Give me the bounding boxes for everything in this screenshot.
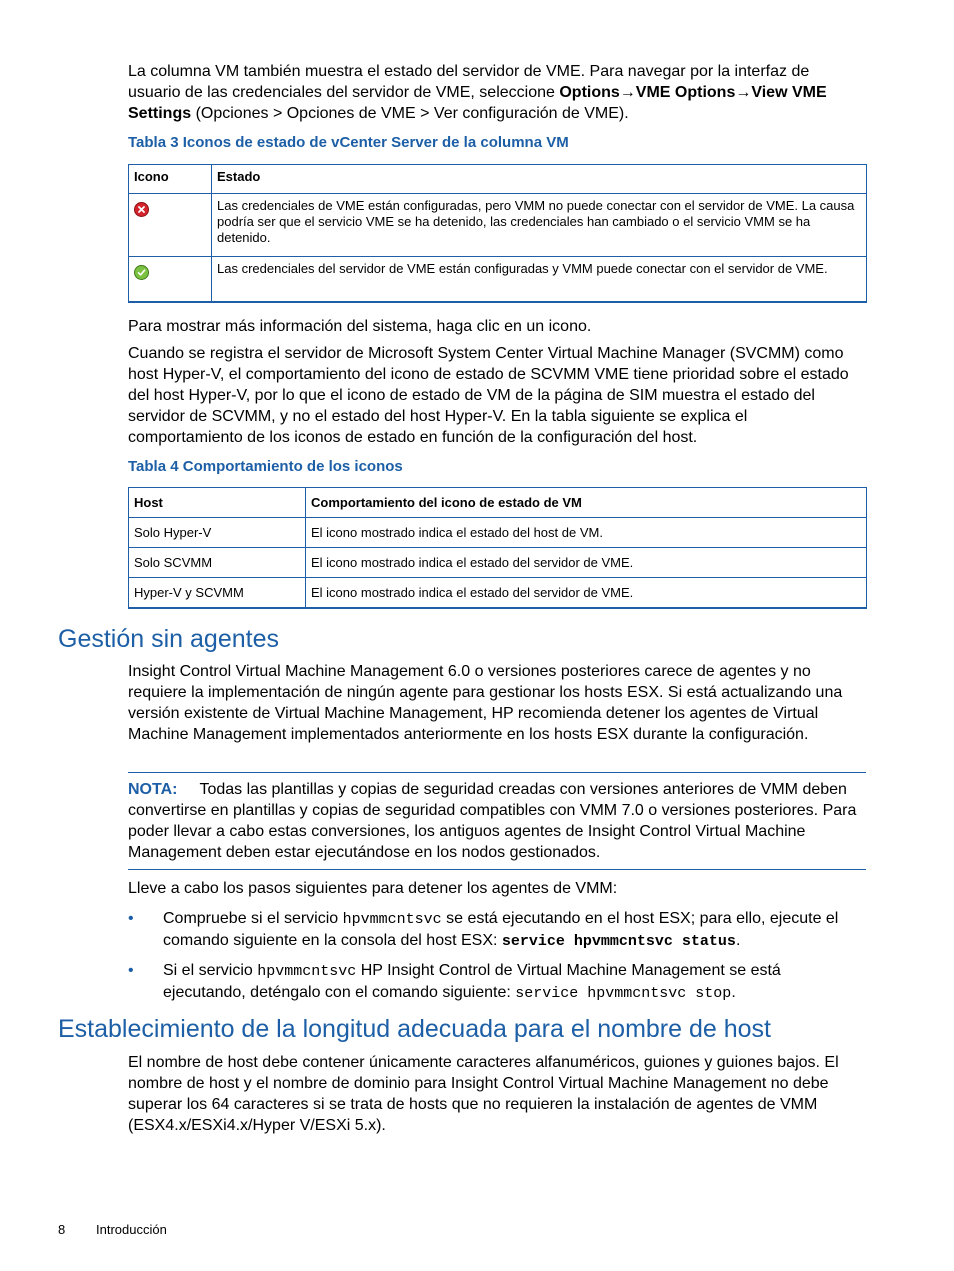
steps-list-wrapper <box>128 908 866 1012</box>
page-number: 8 <box>58 1222 66 1237</box>
svcmm-text: Cuando se registra el servidor de Microsoft System Center Virtual Machine Manager (SVCMM) como host Hyper-V, el comportamiento del icono de estado de SCVMM VME tiene prioridad sobre el estado del host Hyper-V, por lo que el icono de estado de VM de la página de SIM muestra el estado del servidor de SCVMM, y no el estado del host Hyper-V. En la tabla siguiente se explica el comportamiento de los iconos de estado en función de la configuración del host. <box>128 345 849 446</box>
bullet-icon: • <box>128 962 134 979</box>
menu-options: Options <box>559 84 620 101</box>
section2-paragraph <box>128 1052 866 1136</box>
icon-cell <box>129 194 212 257</box>
column-header-estado: Estado <box>212 165 867 194</box>
note-label: NOTA: <box>128 781 178 798</box>
section-heading-hostname: Establecimiento de la longitud adecuada para el nombre de host <box>58 1015 771 1043</box>
table-row <box>129 257 867 303</box>
menu-view-settings: View VME Settings <box>128 84 827 122</box>
section1-text: Insight Control Virtual Machine Management 6.0 o versiones posteriores carece de agentes y no requiere la implementación de ningún agente para gestionar los hosts ESX. Si está actualizando una versión existente de Virtual Machine Management, HP recomienda detener los agentes de Virtual Machine Management implementados anteriormente en los hosts ESX durante la configuración. <box>128 663 843 743</box>
error-status-icon <box>134 202 149 217</box>
svcmm-paragraph <box>128 343 866 448</box>
estado-cell: Las credenciales de VME están configuradas, pero VMM no puede conectar con el servidor de VME. La causa podría ser que el servicio VME se ha detenido, las credenciales han cambiado o el servicio VMM se ha detenido. <box>212 194 867 257</box>
table-header-row <box>129 488 867 518</box>
column-header-icono: Icono <box>129 165 212 194</box>
table4-wrapper <box>128 487 866 609</box>
column-header-comportamiento: Comportamiento del icono de estado de VM <box>306 488 867 518</box>
status-command-code: service hpvmmcntsvc status <box>501 933 736 950</box>
column-header-host: Host <box>129 488 306 518</box>
bullet1-text-b: se está ejecutando en el host ESX; para ello, ejecute el comando siguiente en la consola del host ESX: <box>163 910 839 949</box>
note-text: Todas las plantillas y copias de seguridad creadas con versiones anteriores de VMM deben convertirse en plantillas y copias de seguridad compatibles con VMM 7.0 o versiones posteriores. Para poder llevar a cabo estas conversiones, los antiguos agentes de Insight Control Virtual Machine Management deben estar ejecutándose en los nodos gestionados. <box>128 781 857 861</box>
table4-caption: Tabla 4 Comportamiento de los iconos <box>128 458 403 475</box>
table-row <box>129 578 867 609</box>
icon-cell <box>129 257 212 303</box>
intro-text-1: La columna VM también muestra el estado del servidor de VME. Para navegar por la interfaz de usuario de las credenciales del servidor de VME, seleccione <box>128 63 810 101</box>
steps-intro-text: Lleve a cabo los pasos siguientes para detener los agentes de VMM: <box>128 880 618 897</box>
table3-wrapper <box>128 164 866 303</box>
info-text: Para mostrar más información del sistema, haga clic en un icono. <box>128 318 592 335</box>
table-row <box>129 548 867 578</box>
service-name-code: hpvmmcntsvc <box>342 911 442 928</box>
service-name-code: hpvmmcntsvc <box>257 963 357 980</box>
host-cell: Hyper-V y SCVMM <box>129 578 306 609</box>
section2-text: El nombre de host debe contener únicamente caracteres alfanuméricos, guiones y guiones bajos. El nombre de host y el nombre de dominio para Insight Control Virtual Machine Management no debe superar los 64 caracteres si se trata de hosts que no requieren la instalación de agentes de VMM (ESX4.x/ESXi4.x/Hyper V/ESXi 5.x). <box>128 1054 839 1134</box>
ok-status-icon <box>134 265 149 280</box>
menu-vme-options: VME Options <box>635 84 736 101</box>
page-footer <box>58 1222 167 1237</box>
table3-caption: Tabla 3 Iconos de estado de vCenter Server de la columna VM <box>128 134 569 151</box>
stop-command-code: service hpvmmcntsvc stop <box>515 985 732 1002</box>
steps-list <box>128 908 866 1004</box>
behavior-cell: El icono mostrado indica el estado del servidor de VME. <box>306 548 867 578</box>
list-item <box>128 960 866 1004</box>
bullet1-text-a: Compruebe si el servicio <box>163 910 343 927</box>
bullet2-text-c: . <box>731 984 736 1001</box>
host-cell: Solo Hyper-V <box>129 518 306 548</box>
table3 <box>128 164 867 303</box>
behavior-cell: El icono mostrado indica el estado del host de VM. <box>306 518 867 548</box>
bullet-icon: • <box>128 910 134 927</box>
footer-section: Introducción <box>96 1222 167 1237</box>
menu-arrow: → <box>735 84 752 101</box>
bullet1-text-c: . <box>735 932 741 949</box>
section-heading-gestion: Gestión sin agentes <box>58 625 279 653</box>
note-box <box>128 772 866 870</box>
section1-paragraph <box>128 661 866 745</box>
bullet2-text-a: Si el servicio <box>163 962 258 979</box>
steps-intro <box>128 878 866 899</box>
estado-cell: Las credenciales del servidor de VME están configuradas y VMM puede conectar con el servidor de VME. <box>212 257 867 303</box>
table4 <box>128 487 867 609</box>
menu-arrow: → <box>619 84 636 101</box>
behavior-cell: El icono mostrado indica el estado del servidor de VME. <box>306 578 867 609</box>
intro-text-2: (Opciones > Opciones de VME > Ver configuración de VME). <box>191 105 629 122</box>
list-item <box>128 908 866 952</box>
table-header-row <box>129 165 867 194</box>
table-row <box>129 194 867 257</box>
intro-paragraph <box>128 61 866 124</box>
host-cell: Solo SCVMM <box>129 548 306 578</box>
info-paragraph <box>128 316 866 337</box>
bullet2-text-b: HP Insight Control de Virtual Machine Management se está ejecutando, deténgalo con el comando siguiente: <box>163 962 781 1001</box>
table-row <box>129 518 867 548</box>
